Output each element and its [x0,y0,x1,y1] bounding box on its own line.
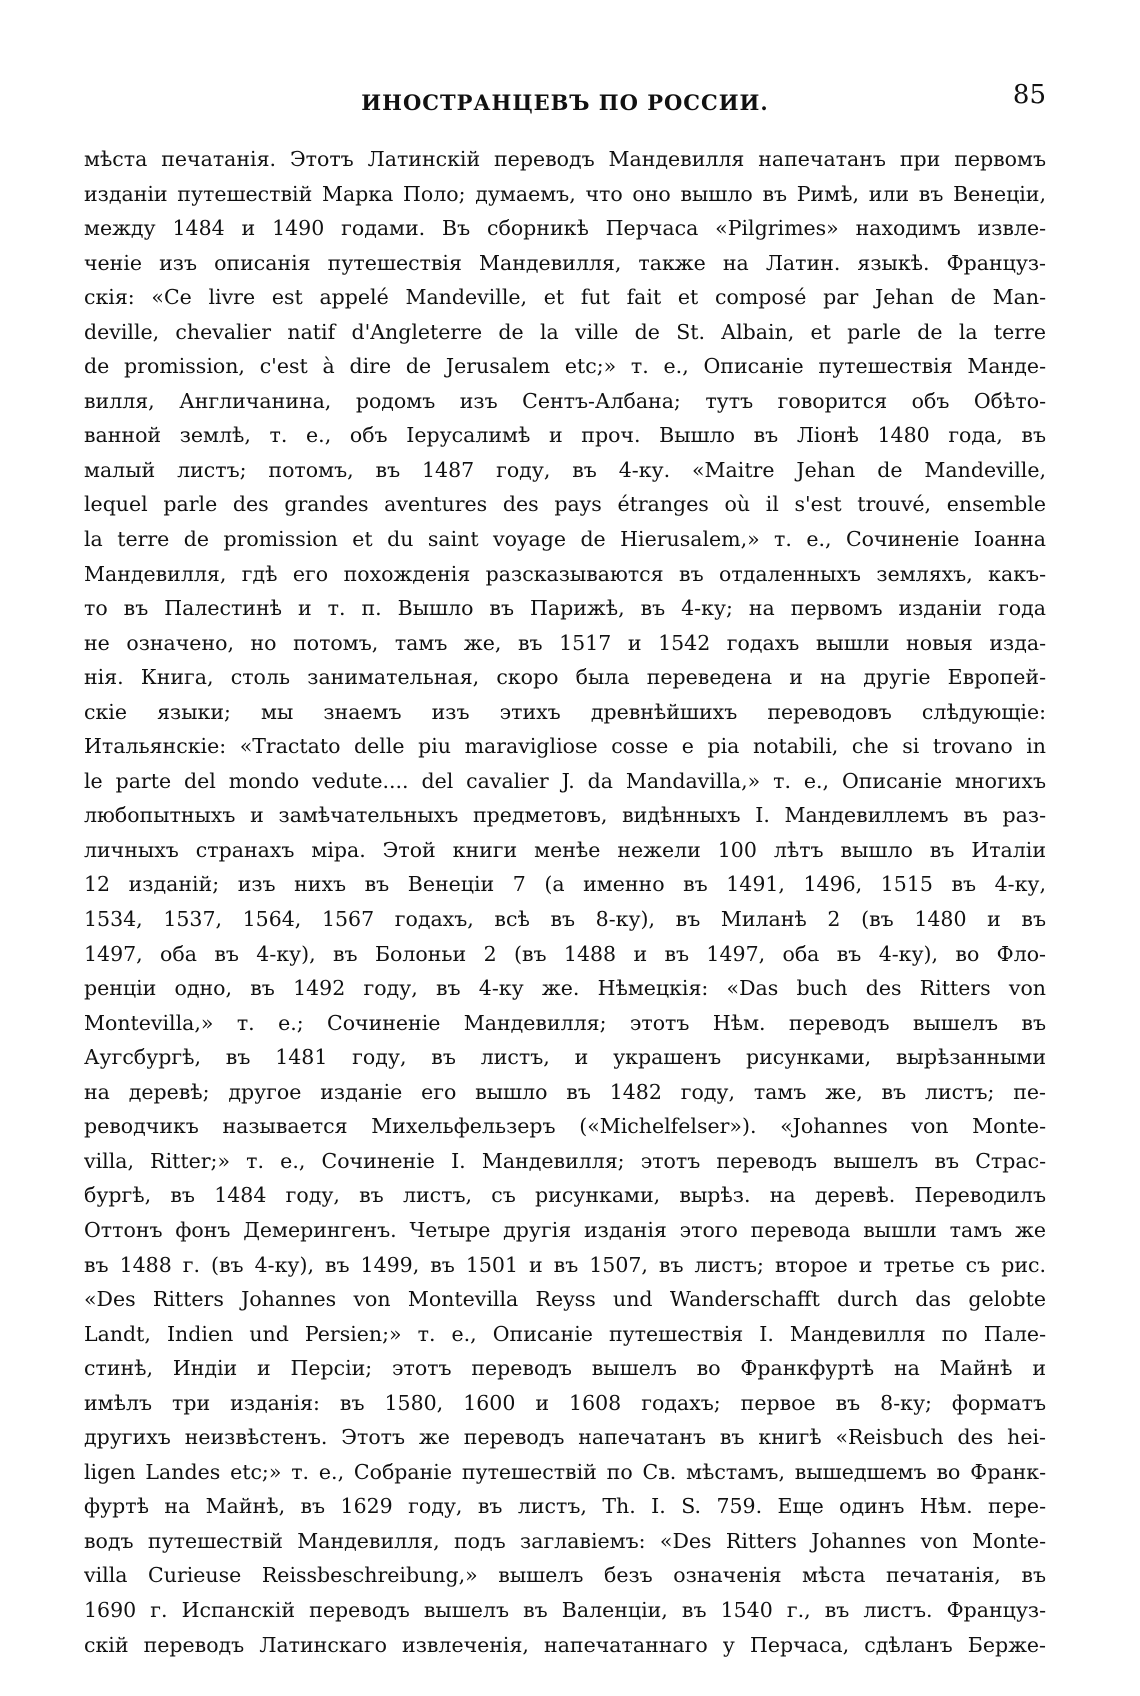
text-line: другихъ неизвѣстенъ. Этотъ же переводъ напечатанъ въ книгѣ «Reisbuch des hei- [84,1425,1046,1450]
text-line: бургѣ, въ 1484 году, въ листъ, съ рисунками, вырѣз. на деревѣ. Переводилъ [84,1183,1046,1208]
running-head [84,80,1046,120]
text-line: фуртѣ на Майнѣ, въ 1629 году, въ листъ, Th. I. S. 759. Еще одинъ Нѣм. пере- [84,1494,1046,1519]
text-line: реводчикъ называется Михельфельзеръ («Michelfelser»). «Johannes von Monte- [84,1114,1046,1139]
text-line: Аугсбургѣ, въ 1481 году, въ листъ, и украшенъ рисунками, вырѣзанными [84,1045,1046,1070]
text-line: водъ путешествій Мандевилля, подъ заглавіемъ: «Des Ritters Johannes von Monte- [84,1528,1046,1553]
text-line: «Des Ritters Johannes von Montevilla Reyss und Wanderschafft durch das gelobte [84,1287,1046,1312]
text-line: Итальянскіе: «Tractato delle piu maravigliose cosse e pia notabili, che si trovano in [84,734,1046,759]
text-line: 1497, оба въ 4-ку), въ Болоньи 2 (въ 1488 и въ 1497, оба въ 4-ку), во Фло- [84,941,1046,966]
running-title: ИНОСТРАНЦЕВЪ ПО РОССИИ. [361,90,769,115]
text-line: скій переводъ Латинскаго извлеченія, напечатаннаго у Перчаса, сдѣланъ Берже- [84,1632,1046,1657]
text-line: скія: «Ce livre est appelé Mandeville, et fut fait et composé par Jehan de Man- [84,285,1046,310]
text-line: Мандевилля, гдѣ его похожденія разсказываются въ отдаленныхъ земляхъ, какъ- [84,561,1046,586]
text-line: мѣста печатанія. Этотъ Латинскій переводъ Мандевилля напечатанъ при первомъ [84,147,1046,171]
text-line: deville, chevalier natif d'Angleterre de la ville de St. Albain, et parle de la terre [84,319,1046,344]
text-line: 1690 г. Испанскій переводъ вышелъ въ Валенціи, въ 1540 г., въ листъ. Француз- [84,1597,1046,1622]
text-line: нія. Книга, столь занимательная, скоро была переведена и на другіе Европей- [84,665,1046,690]
body-text [84,142,1046,1662]
text-line: 1534, 1537, 1564, 1567 годахъ, всѣ въ 8-ку), въ Миланѣ 2 (въ 1480 и въ [84,907,1046,932]
text-line: villa, Ritter;» т. е., Сочиненіе І. Мандевилля; этотъ переводъ вышелъ въ Страс- [84,1148,1046,1173]
text-line: не означено, но потомъ, тамъ же, въ 1517 и 1542 годахъ вышли новыя изда- [84,630,1046,655]
text-line: имѣлъ три изданія: въ 1580, 1600 и 1608 годахъ; первое въ 8-ку; форматъ [84,1390,1046,1415]
text-line: ренціи одно, въ 1492 году, въ 4-ку же. Нѣмецкія: «Das buch des Ritters von [84,976,1046,1001]
text-line: Montevilla,» т. е.; Сочиненіе Мандевилля; этотъ Нѣм. переводъ вышелъ въ [84,1010,1046,1035]
text-line: la terre de promission et du saint voyage de Hierusalem,» т. е., Сочиненіе Іоанна [84,527,1046,552]
text-line: личныхъ странахъ міра. Этой книги менѣе нежели 100 лѣтъ вышло въ Италіи [84,837,1046,862]
text-line: Landt, Indien und Persien;» т. е., Описаніе путешествія І. Мандевилля по Пале- [84,1321,1046,1346]
text-line: вилля, Англичанина, родомъ изъ Сентъ-Албана; тутъ говорится объ Обѣто- [84,388,1046,413]
text-line: между 1484 и 1490 годами. Въ сборникѣ Перчаса «Pilgrimes» находимъ извле- [84,216,1046,241]
text-line: de promission, c'est à dire de Jerusalem etc;» т. е., Описаніе путешествія Мандe- [84,354,1046,379]
text-line: Оттонъ фонъ Демерингенъ. Четыре другія изданія этого перевода вышли тамъ же [84,1217,1046,1242]
text-line: le parte del mondo vedute.... del cavalier J. da Mandavilla,» т. е., Описаніе многихъ [84,768,1046,793]
text-line: то въ Палестинѣ и т. п. Вышло въ Парижѣ, въ 4-ку; на первомъ изданіи года [84,596,1046,621]
page-number: 85 [1012,80,1046,110]
text-line: lequel parle des grandes aventures des pays étranges où il s'est trouvé, ensemble [84,492,1046,517]
text-line: villa Curieuse Reissbeschreibung,» вышелъ безъ означенія мѣста печатанія, въ [84,1563,1046,1588]
text-line: скіе языки; мы знаемъ изъ этихъ древнѣйшихъ переводовъ слѣдующіе: [84,699,1046,724]
text-line: любопытныхъ и замѣчательныхъ предметовъ, видѣнныхъ І. Мандевиллемъ въ раз- [84,803,1046,828]
text-line: ванной землѣ, т. е., объ Іерусалимѣ и проч. Вышло въ Ліонѣ 1480 года, въ [84,423,1046,448]
text-line: малый листъ; потомъ, въ 1487 году, въ 4-ку. «Maitre Jehan de Mandeville, [84,457,1046,482]
text-line: ligen Landes etc;» т. е., Собраніе путешествій по Св. мѣстамъ, вышедшемъ во Франк- [84,1459,1046,1484]
text-line: стинѣ, Индіи и Персіи; этотъ переводъ вышелъ во Франкфуртѣ на Майнѣ и [84,1356,1046,1381]
text-line: 12 изданій; изъ нихъ въ Венеціи 7 (а именно въ 1491, 1496, 1515 въ 4-ку, [84,872,1046,897]
text-line: изданіи путешествій Марка Поло; думаемъ, что оно вышло въ Римѣ, или въ Венеціи, [84,181,1046,206]
text-line: ченіе изъ описанія путешествія Мандевилля, также на Латин. языкѣ. Француз- [84,250,1046,275]
text-line: въ 1488 г. (въ 4-ку), въ 1499, въ 1501 и въ 1507, въ листъ; второе и третье съ рис. [84,1252,1046,1277]
text-line: на деревѣ; другое изданіе его вышло въ 1482 году, тамъ же, въ листъ; пе- [84,1079,1046,1104]
